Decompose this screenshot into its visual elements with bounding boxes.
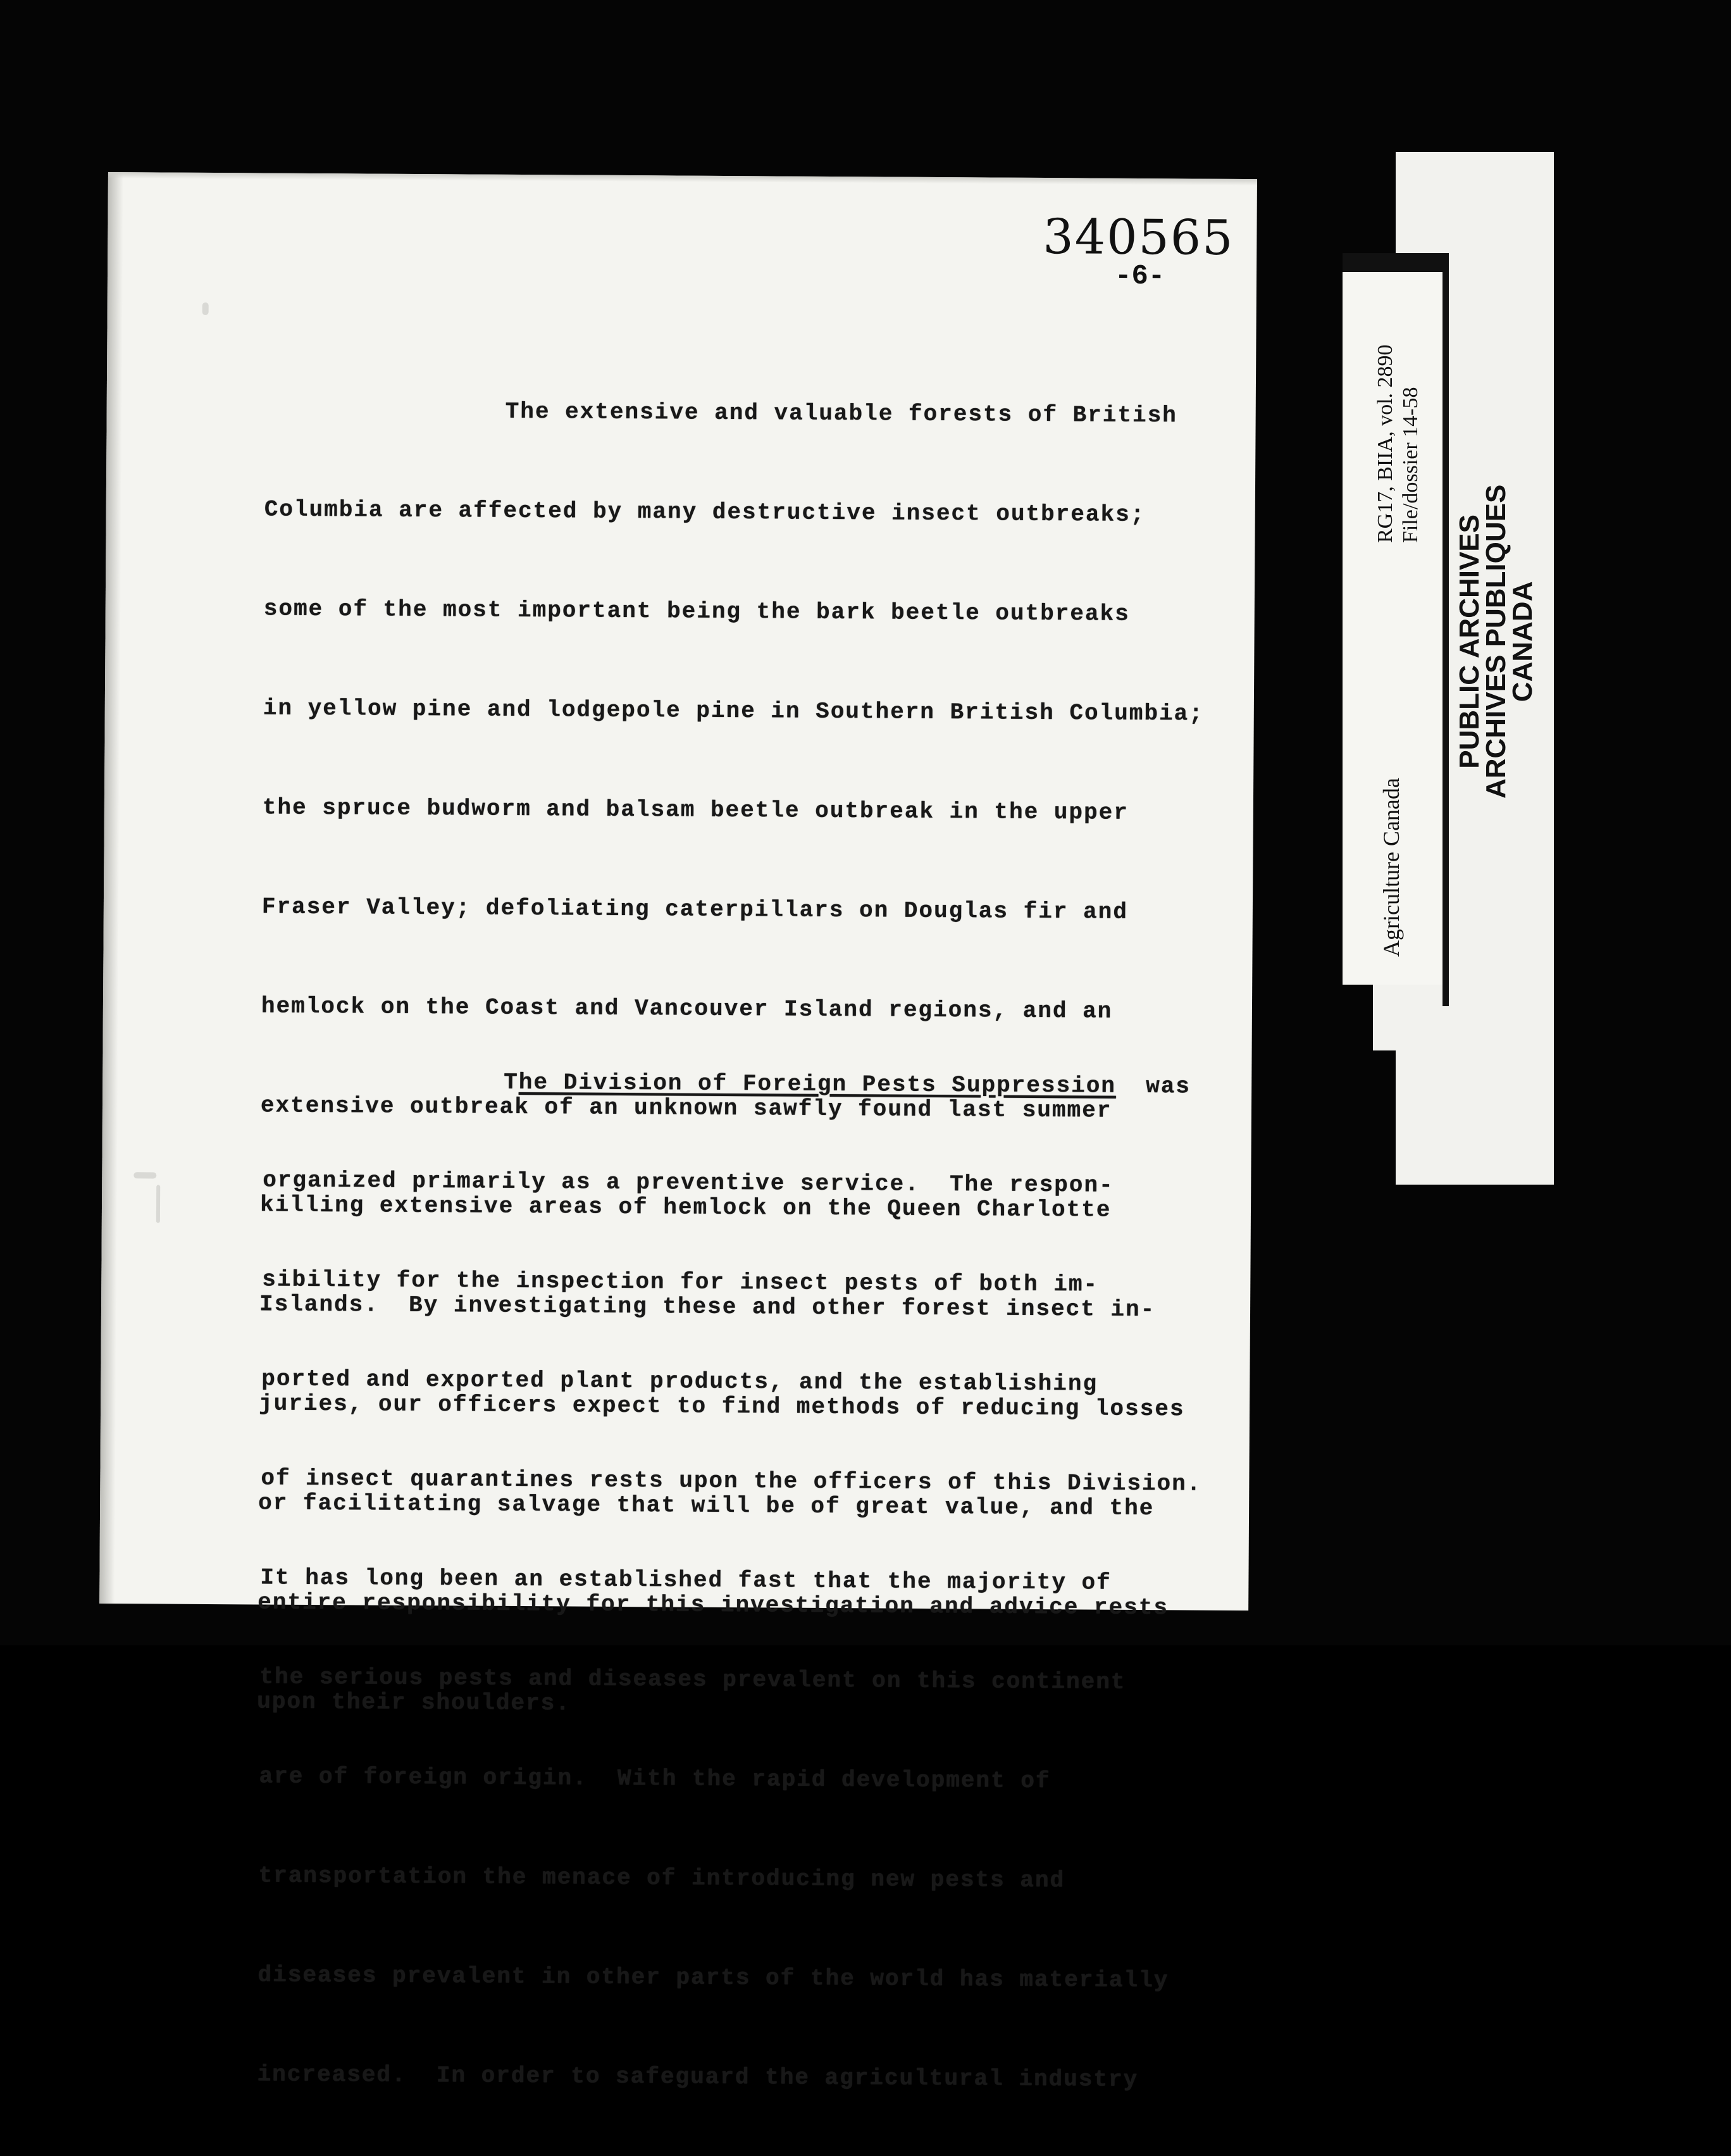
label-divider-bar bbox=[1343, 253, 1448, 272]
text-line: some of the most important being the bark beetle outbreaks bbox=[263, 595, 1130, 627]
archive-stamp-number: 340565 bbox=[1043, 208, 1234, 266]
label-divider-bar bbox=[1442, 253, 1449, 1006]
text-line: in yellow pine and lodgepole pine in Southern British Columbia; bbox=[263, 695, 1204, 727]
archives-line: ARCHIVES PUBLIQUES bbox=[1480, 484, 1511, 799]
text-line: diseases prevalent in other parts of the world has materially bbox=[257, 1962, 1169, 1994]
label-card-notch bbox=[1373, 1050, 1396, 1185]
archive-reference-text bbox=[1373, 344, 1424, 543]
text-line: killing extensive areas of hemlock on the Queen Charlotte bbox=[259, 1192, 1112, 1223]
page-top-shadow bbox=[108, 172, 1257, 185]
text-line: entire responsibility for this investigation and advice rests bbox=[257, 1589, 1169, 1621]
page-number: -6- bbox=[1114, 260, 1165, 293]
text-line: are of foreign origin. With the rapid development of bbox=[259, 1763, 1051, 1795]
text-line: increased. In order to safeguard the agricultural industry bbox=[257, 2061, 1139, 2093]
text-line: transportation the menace of introducing new pests and bbox=[258, 1862, 1065, 1894]
archive-reference-line: RG17, BIIA, vol. 2890 bbox=[1374, 344, 1397, 543]
typed-document-page bbox=[99, 172, 1257, 2093]
text-line: organized primarily as a preventive service. The respon- bbox=[263, 1167, 1114, 1199]
archives-line: PUBLIC ARCHIVES bbox=[1454, 514, 1485, 769]
archives-line: CANADA bbox=[1507, 581, 1538, 702]
text-line: Islands. By investigating these and other forest insect in- bbox=[259, 1291, 1156, 1323]
text-line: of insect quarantines rests upon the officers of this Division. bbox=[261, 1465, 1202, 1497]
archive-reference-line: File/dossier 14-58 bbox=[1399, 387, 1422, 543]
text-line: or facilitating salvage that will be of great value, and the bbox=[258, 1490, 1155, 1522]
section-heading-line bbox=[263, 1057, 1204, 1111]
section-heading: he Division of Foreign Pests Suppression bbox=[518, 1069, 1117, 1099]
text-line: the serious pests and diseases prevalent on this continent bbox=[259, 1664, 1126, 1695]
text-line: It has long been an established fast that the majority of bbox=[260, 1564, 1112, 1596]
text-line: ported and exported plant products, and the establishing bbox=[261, 1366, 1098, 1397]
heading-suffix: was bbox=[1115, 1073, 1191, 1100]
heading-prefix: T bbox=[504, 1069, 519, 1095]
text-line: Columbia are affected by many destructive insect outbreaks; bbox=[264, 496, 1146, 528]
agency-name: Agriculture Canada bbox=[1379, 778, 1404, 957]
public-archives-canada-logo bbox=[1456, 485, 1536, 799]
text-line: sibility for the inspection for insect pests of both im- bbox=[262, 1266, 1099, 1298]
paragraph-foreign-pests bbox=[257, 1006, 1205, 2156]
page-edge-shadow bbox=[99, 172, 123, 1604]
text-line: upon their shoulders. bbox=[257, 1688, 571, 1717]
page-speck bbox=[156, 1185, 160, 1223]
text-line: The extensive and valuable forests of British bbox=[505, 398, 1177, 429]
text-line: juries, our officers expect to find methods of reducing losses bbox=[258, 1390, 1185, 1423]
text-line: hemlock on the Coast and Vancouver Island regions, and an bbox=[261, 993, 1113, 1025]
text-line: Fraser Valley; defoliating caterpillars on Douglas fir and bbox=[261, 894, 1129, 925]
text-line: extensive outbreak of an unknown sawfly found last summer bbox=[260, 1092, 1112, 1124]
page-speck bbox=[133, 1172, 156, 1178]
text-line: the spruce budworm and balsam beetle outbreak in the upper bbox=[262, 794, 1129, 826]
page-speck bbox=[202, 302, 209, 315]
